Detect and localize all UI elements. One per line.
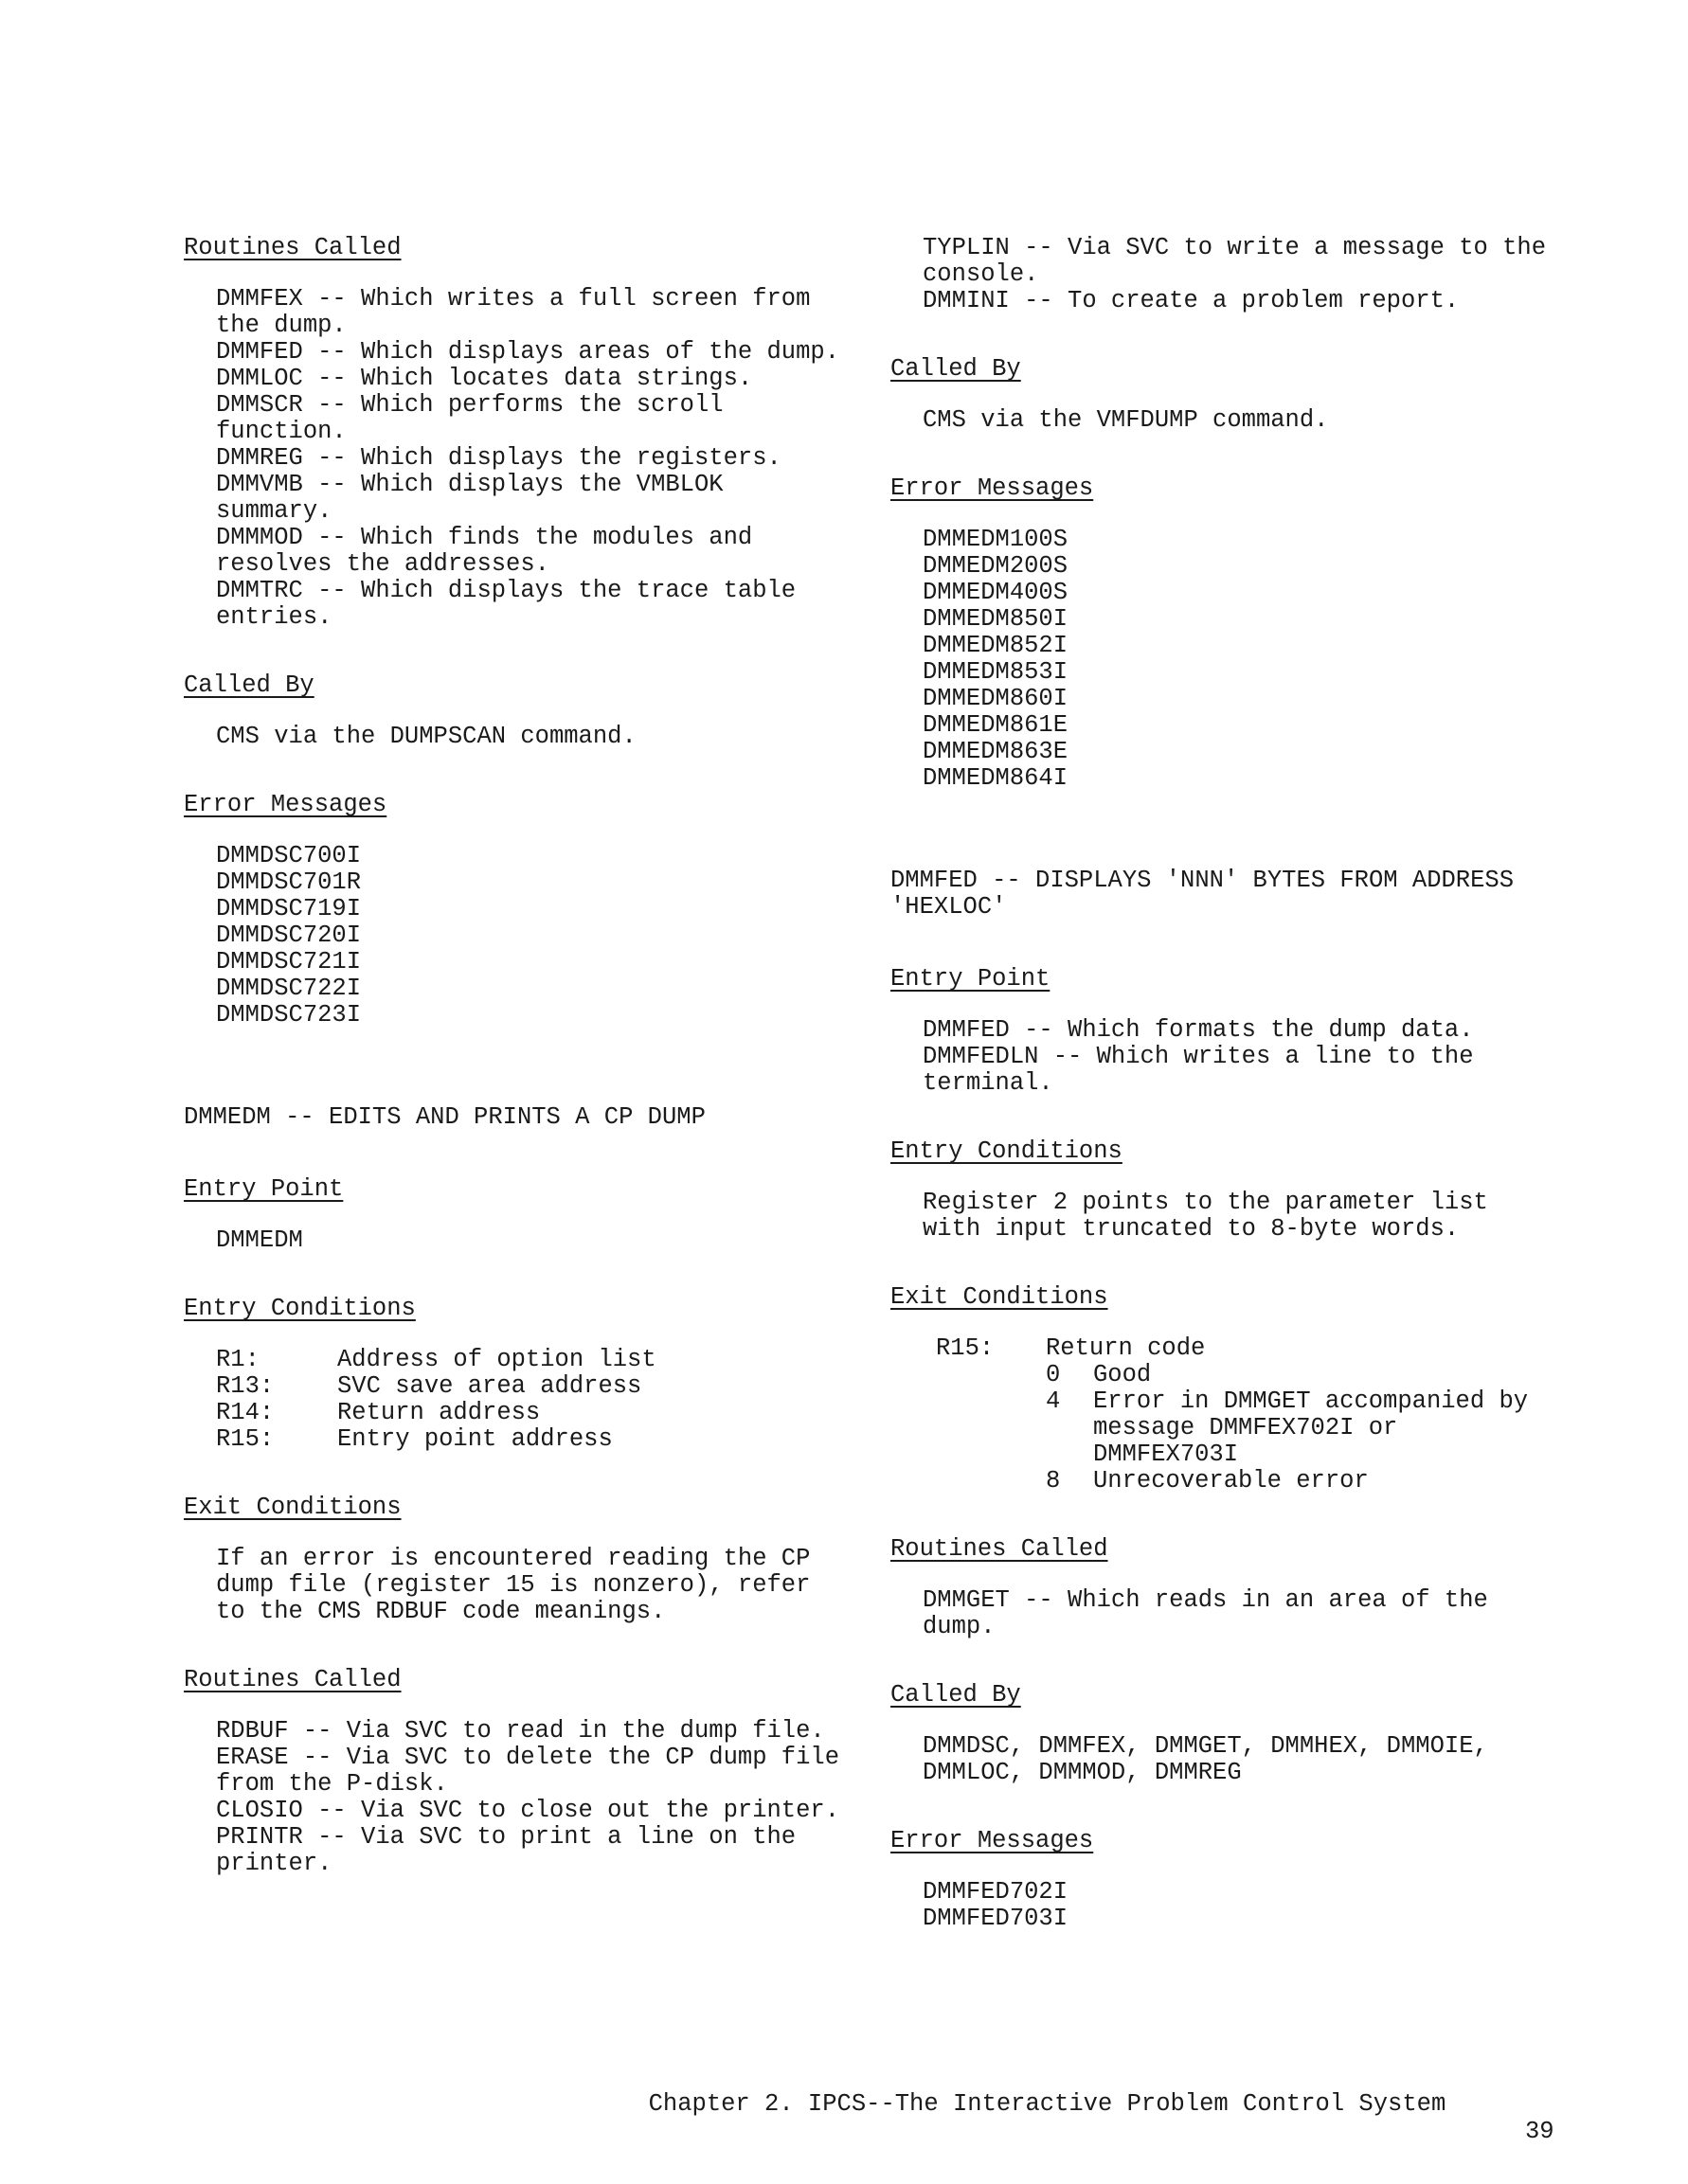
- return-code-row: [1046, 1362, 1553, 1388]
- right-column: [890, 234, 1561, 1974]
- register-desc: [1046, 1335, 1553, 1495]
- error-message: DMMDSC720I: [216, 922, 362, 949]
- section-heading: Error Messages: [890, 474, 1094, 502]
- entry-conditions-table: [216, 1347, 847, 1453]
- register-desc: Return address: [337, 1399, 541, 1426]
- error-message: DMMDSC721I: [216, 948, 362, 976]
- return-code: 8: [1046, 1467, 1061, 1495]
- entry-point-section: [184, 1176, 847, 1254]
- called-by-section: [184, 672, 847, 750]
- section-heading: Called By: [184, 671, 314, 699]
- called-by-section: [890, 1682, 1553, 1786]
- error-message-list: [923, 527, 1553, 792]
- section-heading: Entry Conditions: [890, 1137, 1122, 1165]
- routines-list: [216, 286, 847, 631]
- exit-conditions-table: [936, 1335, 1553, 1495]
- routines-called-section: [184, 1666, 854, 1877]
- entry-condition-line: Register 2 points to the parameter list with input truncated to 8-byte words.: [923, 1189, 1503, 1243]
- section-heading: Routines Called: [184, 234, 402, 261]
- exit-conditions-section: [890, 1284, 1553, 1495]
- entry-point-list: [216, 1227, 847, 1254]
- routine-line: DMMTRC -- Which displays the trace table entries.: [216, 577, 811, 631]
- section-heading: Routines Called: [890, 1535, 1108, 1563]
- register-desc: Address of option list: [337, 1346, 656, 1373]
- error-message: DMMDSC701R: [216, 868, 362, 896]
- chapter-title: Chapter 2. IPCS--The Interactive Problem Control System: [648, 2090, 1446, 2118]
- entry-point-list: [923, 1017, 1553, 1097]
- routine-line: DMMFED -- Which displays areas of the dump.: [216, 338, 840, 366]
- entry-point-line: DMMEDM: [216, 1226, 303, 1254]
- page-number: 39: [1525, 2118, 1554, 2145]
- called-by-line: CMS via the DUMPSCAN command.: [216, 723, 637, 750]
- error-messages-section: [890, 475, 1553, 792]
- routines-called-section: [184, 235, 847, 631]
- section-heading: Routines Called: [184, 1666, 402, 1693]
- error-messages-section: [890, 1828, 1553, 1932]
- error-message: DMMFED702I: [923, 1878, 1068, 1906]
- error-messages-section: [184, 792, 847, 1029]
- routines-list: [216, 1717, 854, 1877]
- module-title: DMMEDM -- EDITS AND PRINTS A CP DUMP: [184, 1103, 706, 1131]
- routines-list: [923, 234, 1561, 314]
- routine-line: CLOSIO -- Via SVC to close out the printer.: [216, 1797, 840, 1824]
- error-message: DMMEDM400S: [923, 579, 1068, 606]
- register-label: R1:: [216, 1346, 260, 1373]
- section-heading: Exit Conditions: [184, 1494, 402, 1521]
- routine-line: ERASE -- Via SVC to delete the CP dump file from the P-disk.: [216, 1744, 854, 1798]
- left-column: [184, 234, 854, 1919]
- section-heading: Called By: [890, 355, 1021, 383]
- routine-line: DMMLOC -- Which locates data strings.: [216, 365, 753, 392]
- error-message: DMMEDM864I: [923, 764, 1068, 792]
- register-label: R15:: [216, 1425, 275, 1453]
- register-label: R15:: [936, 1334, 995, 1362]
- routines-list: [923, 1587, 1553, 1640]
- entry-conditions-text: [923, 1190, 1553, 1243]
- routine-line: DMMFEX -- Which writes a full screen from the dump.: [216, 285, 825, 339]
- register-label: R14:: [216, 1399, 275, 1426]
- entry-point-line: DMMFED -- Which formats the dump data.: [923, 1016, 1474, 1044]
- routine-line: PRINTR -- Via SVC to print a line on the printer.: [216, 1823, 811, 1877]
- error-message: DMMEDM852I: [923, 632, 1068, 659]
- register-label: R13:: [216, 1372, 275, 1400]
- exit-conditions-text: [216, 1546, 847, 1625]
- return-code-label: Return code: [1046, 1334, 1206, 1362]
- section-heading: Entry Point: [890, 965, 1051, 993]
- entry-conditions-section: [890, 1138, 1553, 1243]
- error-message: DMMEDM863E: [923, 738, 1068, 765]
- routine-line: DMMREG -- Which displays the registers.: [216, 444, 781, 472]
- error-message: DMMEDM100S: [923, 526, 1068, 553]
- module-title: DMMFED -- DISPLAYS 'NNN' BYTES FROM ADDRESS 'HEXLOC': [890, 867, 1529, 921]
- exit-conditions-section: [184, 1495, 847, 1625]
- return-code: 0: [1046, 1361, 1061, 1388]
- return-code-row: [1046, 1388, 1553, 1468]
- error-message: DMMFED703I: [923, 1905, 1068, 1932]
- routine-line: DMMGET -- Which reads in an area of the dump.: [923, 1586, 1503, 1640]
- error-message: DMMDSC700I: [216, 842, 362, 869]
- routine-line: TYPLIN -- Via SVC to write a message to the console.: [923, 234, 1561, 288]
- routine-line: DMMMOD -- Which finds the modules and resolves the addresses.: [216, 524, 767, 578]
- register-desc: SVC save area address: [337, 1372, 642, 1400]
- section-heading: Called By: [890, 1681, 1021, 1709]
- called-by-list: [923, 1733, 1553, 1786]
- exit-row: [936, 1335, 1553, 1495]
- called-by-section: [890, 356, 1553, 434]
- entry-point-line: DMMFEDLN -- Which writes a line to the terminal.: [923, 1043, 1488, 1097]
- error-message: DMMEDM861E: [923, 711, 1068, 739]
- routine-line: DMMINI -- To create a problem report.: [923, 287, 1460, 314]
- error-message-list: [216, 843, 847, 1029]
- entry-conditions-section: [184, 1296, 847, 1453]
- register-desc: Entry point address: [337, 1425, 613, 1453]
- error-message: DMMDSC723I: [216, 1001, 362, 1029]
- return-code: 4: [1046, 1387, 1061, 1415]
- called-by-line: CMS via the VMFDUMP command.: [923, 406, 1329, 434]
- entry-point-section: [890, 966, 1553, 1097]
- page-footer: [620, 2063, 1557, 2145]
- exit-condition-line: If an error is encountered reading the CP dump file (register 15 is nonzero), refer to the CMS RDBUF code meanings.: [216, 1545, 825, 1625]
- return-code-meaning: Good: [1093, 1361, 1152, 1388]
- routine-line: DMMVMB -- Which displays the VMBLOK summary.: [216, 471, 738, 525]
- error-message: DMMEDM860I: [923, 685, 1068, 712]
- error-message: DMMEDM850I: [923, 605, 1068, 633]
- section-heading: Entry Conditions: [184, 1295, 416, 1322]
- section-heading: Exit Conditions: [890, 1283, 1108, 1311]
- called-by-list: [216, 724, 847, 750]
- routine-line: RDBUF -- Via SVC to read in the dump file.: [216, 1717, 825, 1745]
- error-message: DMMEDM853I: [923, 658, 1068, 686]
- section-heading: Error Messages: [184, 791, 387, 818]
- routines-called-section: [890, 1536, 1553, 1640]
- section-heading: Error Messages: [890, 1827, 1094, 1854]
- return-code-meaning: Unrecoverable error: [1093, 1467, 1369, 1495]
- error-message: DMMDSC719I: [216, 895, 362, 922]
- error-message-list: [923, 1879, 1553, 1932]
- error-message: DMMDSC722I: [216, 975, 362, 1002]
- error-message: DMMEDM200S: [923, 552, 1068, 580]
- called-by-list: [923, 407, 1553, 434]
- routine-line: DMMSCR -- Which performs the scroll function.: [216, 391, 738, 445]
- section-heading: Entry Point: [184, 1175, 344, 1203]
- return-code-row: [1046, 1468, 1553, 1495]
- routines-continued: [890, 234, 1561, 314]
- return-code-meaning: Error in DMMGET accompanied by message DMMFEX702I or DMMFEX703I: [1093, 1387, 1529, 1468]
- called-by-line: DMMDSC, DMMFEX, DMMGET, DMMHEX, DMMOIE, DMMLOC, DMMMOD, DMMREG: [923, 1732, 1503, 1786]
